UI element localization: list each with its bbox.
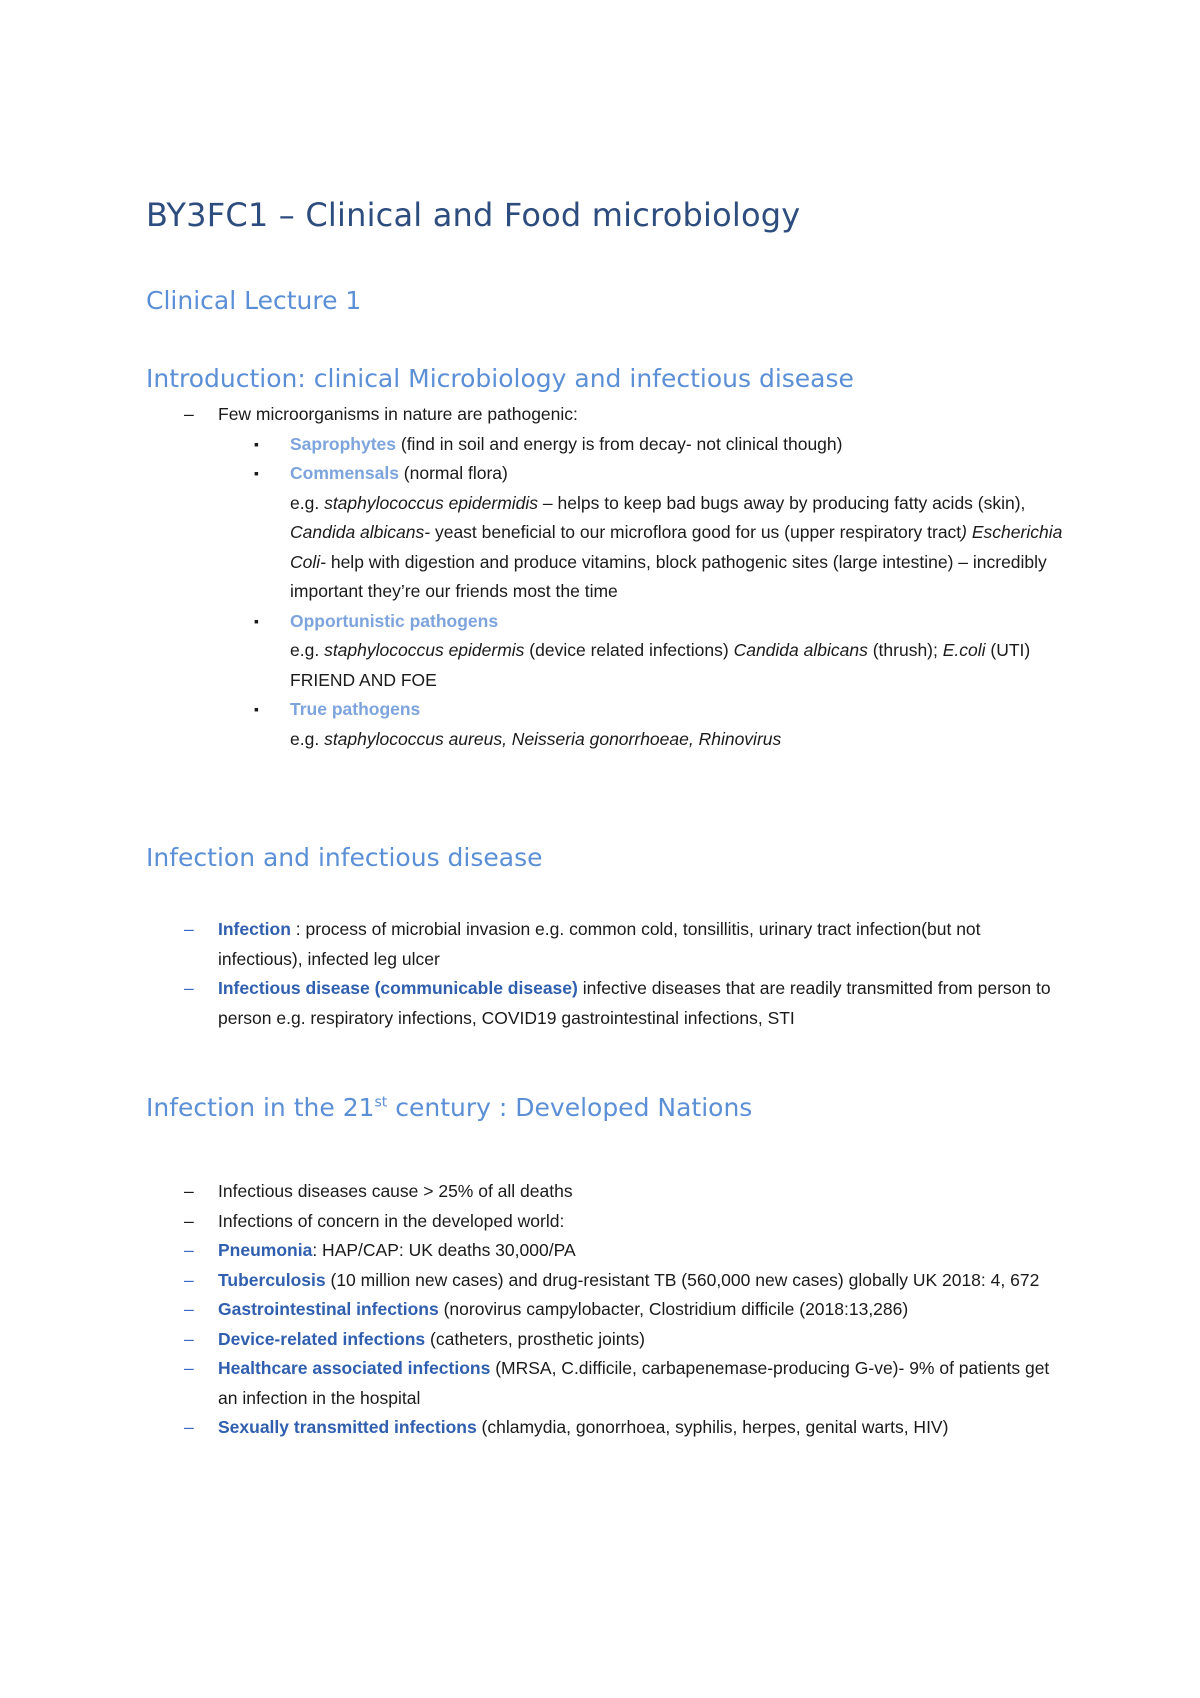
item-text: (norovirus campylobacter, Clostridium difficile (2018:13,286) (438, 1299, 909, 1319)
true-pathogens-label: True pathogens (290, 699, 421, 719)
list-item-true-pathogens (146, 695, 1066, 754)
bullet-icon: ▪ (254, 612, 259, 629)
example-text: (UTI) FRIEND AND FOE (290, 640, 1031, 690)
dash-bullet: – (184, 404, 194, 424)
bullet-icon: ▪ (254, 465, 259, 481)
organism-name: staphylococcus aureus, Neisseria gonorrhoeae, Rhinovirus (324, 728, 782, 749)
infection-label: Infection (218, 919, 296, 939)
list-item-gastrointestinal (146, 1295, 1066, 1325)
item-label: Sexually transmitted infections (218, 1417, 477, 1437)
infection-text: : process of microbial invasion e.g. common cold, tonsillitis, urinary tract infection(but not infectious), infected leg ulcer (218, 919, 981, 969)
organism-name: staphylococcus epidermis (324, 640, 525, 660)
intro-text: Few microorganisms in nature are pathogenic: (218, 404, 578, 424)
bullet-icon: ▪ (254, 701, 259, 717)
list-item-tuberculosis (146, 1266, 1066, 1296)
dash-bullet: – (184, 1210, 194, 1231)
item-label: Device-related infections (218, 1328, 426, 1349)
example-prefix: e.g. (290, 640, 325, 660)
infectious-disease-text: infective diseases that are readily transmitted from person to person e.g. respiratory infections, COVID19 gastrointestinal infections, STI (218, 978, 1051, 1028)
organism-category-list (218, 430, 1066, 755)
dash-bullet: – (184, 1299, 194, 1319)
list-item-saprophytes (146, 430, 1066, 460)
bullet-icon: ▪ (254, 435, 259, 452)
dash-bullet: – (184, 1328, 194, 1349)
organism-name: E.coli (942, 640, 986, 660)
example-text: help with digestion and produce vitamins, block pathogenic sites (large intestine) – incredibly important they’re our friends most the time (290, 551, 1047, 601)
lecture-heading: Clinical Lecture 1 (146, 286, 362, 315)
saprophytes-label: Saprophytes (290, 433, 396, 454)
organism-name: Candida albicans (733, 640, 868, 660)
list-item-device-related (146, 1325, 1066, 1355)
item-text: (chlamydia, gonorrhoea, syphilis, herpes, genital warts, HIV) (476, 1417, 949, 1437)
item-text: (MRSA, C.difficile, carbapenemase-producing G-ve)- 9% of patients get an infection in the hospital (218, 1358, 1050, 1408)
section-infection-heading: Infection and infectious disease (146, 843, 543, 872)
list-item (146, 400, 1066, 754)
organism-name: Candida albicans- (290, 522, 431, 542)
item-text: (catheters, prosthetic joints) (425, 1328, 645, 1349)
dash-bullet: – (184, 1417, 194, 1437)
organism-name: ) Escherichia Coli- (290, 522, 1063, 572)
example-text: (device related infections) (524, 640, 734, 660)
section-21st-century-heading (146, 1093, 752, 1122)
item-text: : HAP/CAP: UK deaths 30,000/PA (312, 1240, 576, 1260)
dash-bullet: – (184, 1269, 194, 1290)
document-title: BY3FC1 – Clinical and Food microbiology (146, 196, 801, 234)
item-text: (10 million new cases) and drug-resistant TB (560,000 new cases) globally UK 2018: 4, 672 (325, 1269, 1040, 1290)
opportunistic-example (290, 636, 1066, 695)
plain-text: Infectious diseases cause > 25% of all deaths (218, 1181, 573, 1201)
infection-definition-list (146, 915, 1066, 1033)
list-item-healthcare (146, 1354, 1066, 1413)
example-prefix: e.g. (290, 492, 325, 513)
list-item (146, 1177, 1066, 1207)
commensals-label: Commensals (290, 463, 399, 483)
dash-bullet: – (184, 919, 194, 939)
list-item (146, 974, 1066, 1033)
organism-name: staphylococcus epidermidis (324, 492, 539, 513)
list-item (146, 915, 1066, 974)
heading-superscript: st (374, 1094, 388, 1111)
section-intro-heading: Introduction: clinical Microbiology and infectious disease (146, 364, 854, 393)
example-text: (thrush); (867, 640, 943, 660)
example-text: – helps to keep bad bugs away by producing fatty acids (skin), (538, 492, 1026, 513)
heading-text: century : Developed Nations (387, 1093, 753, 1122)
opportunistic-label: Opportunistic pathogens (290, 610, 499, 631)
infectious-disease-label: Infectious disease (communicable disease) (218, 978, 578, 998)
intro-list (146, 400, 1066, 754)
heading-text: Infection in the 21 (146, 1093, 375, 1122)
commensals-example (290, 489, 1066, 607)
list-item-commensals (146, 459, 1066, 607)
item-label: Tuberculosis (218, 1269, 326, 1290)
true-pathogens-example (290, 725, 1066, 755)
list-item-sti (146, 1413, 1066, 1443)
dash-bullet: – (184, 1240, 194, 1260)
item-label: Gastrointestinal infections (218, 1299, 439, 1319)
list-item-opportunistic (146, 607, 1066, 696)
item-label: Healthcare associated infections (218, 1358, 491, 1378)
dash-bullet: – (184, 1181, 194, 1201)
saprophytes-text: (find in soil and energy is from decay- not clinical though) (396, 433, 843, 454)
plain-text: Infections of concern in the developed world: (218, 1210, 565, 1231)
list-item (146, 1207, 1066, 1237)
list-item-pneumonia (146, 1236, 1066, 1266)
example-text: yeast beneficial to our microflora good for us (upper respiratory tract (430, 522, 962, 542)
item-label: Pneumonia (218, 1240, 313, 1260)
infections-concern-list (146, 1177, 1066, 1443)
example-prefix: e.g. (290, 728, 325, 749)
dash-bullet: – (184, 1358, 194, 1378)
dash-bullet: – (184, 978, 194, 998)
commensals-text: (normal flora) (398, 463, 508, 483)
